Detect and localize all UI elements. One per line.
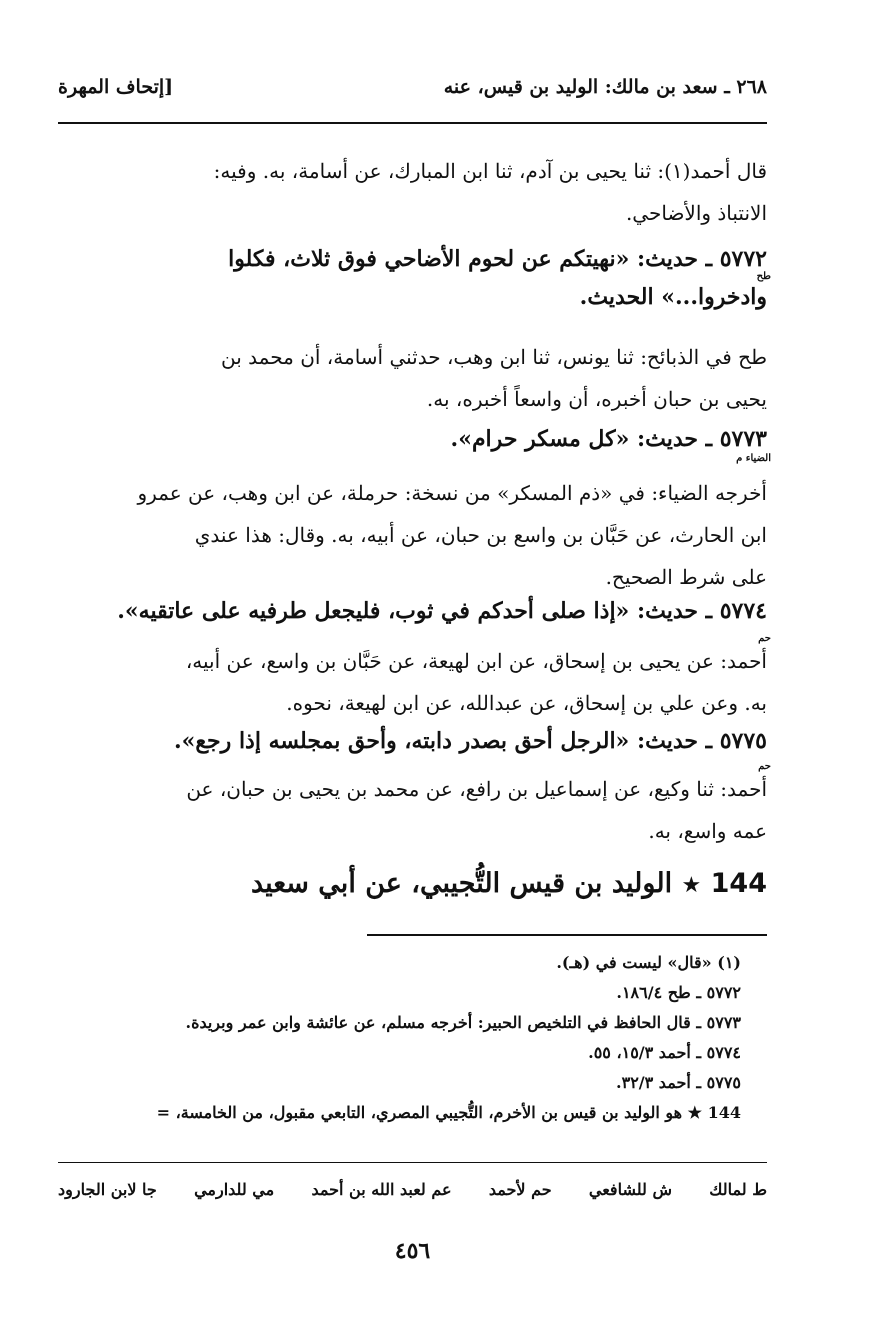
section-heading xyxy=(251,868,767,899)
book-title: [إتحاف المهرة xyxy=(58,76,174,98)
abbreviation: حم لأحمد xyxy=(488,1180,552,1199)
text-line: قال أحمد(١): ثنا يحيى بن آدم، ثنا ابن المبارك، عن أسامة، به. وفيه: xyxy=(213,159,767,183)
abbreviation: عم لعبد الله بن أحمد xyxy=(311,1180,452,1199)
footnotes xyxy=(32,948,741,1128)
source-mark: الضياء م xyxy=(736,453,771,464)
hadith-5775-source xyxy=(58,768,767,852)
footnote: ٥٧٧٣ ـ قال الحافظ في التلخيص الحبير: أخرجه مسلم، عن عائشة وابن عمر وبريدة. xyxy=(185,1013,741,1032)
footnote: ٥٧٧٤ ـ أحمد ١٥/٣، ٥٥. xyxy=(588,1043,741,1062)
footnote: ٥٧٧٢ ـ طح ١٨٦/٤. xyxy=(616,983,741,1002)
source-mark: حم xyxy=(758,761,771,772)
page-number: ٤٥٦ xyxy=(394,1238,431,1264)
intro-paragraph xyxy=(58,150,767,234)
abbreviation: جا لابن الجارود xyxy=(58,1180,157,1199)
text-line: ابن الحارث، عن حَبَّان بن واسع بن حبان، عن أبيه، به. وقال: هذا عندي xyxy=(194,523,767,547)
abbreviations-rule xyxy=(58,1162,767,1163)
text-line: الانتباذ والأضاحي. xyxy=(625,201,767,225)
hadith-heading: ٥٧٧٤ ـ حديث: «إذا صلى أحدكم في ثوب، فليجعل طرفيه على عاتقيه». xyxy=(117,598,767,624)
hadith-heading: ٥٧٧٣ ـ حديث: «كل مسكر حرام». xyxy=(450,426,767,452)
hadith-5773 xyxy=(58,418,767,460)
running-title: ٢٦٨ ـ سعد بن مالك: الوليد بن قيس، عنه xyxy=(443,76,767,98)
abbreviation: مي للدارمي xyxy=(194,1180,275,1199)
hadith-5774 xyxy=(58,590,767,632)
hadith-5774-source xyxy=(58,640,767,724)
hadith-heading: وادخروا...» الحديث. xyxy=(579,284,767,310)
star-icon: ★ xyxy=(681,873,702,898)
footnote: (١) «قال» ليست في (هـ). xyxy=(556,953,741,972)
hadith-5775 xyxy=(58,720,767,762)
hadith-5773-source xyxy=(58,472,767,598)
header-rule xyxy=(58,122,767,124)
book-page xyxy=(58,0,771,1329)
source-mark: حم xyxy=(758,633,771,644)
section-number: 144 xyxy=(710,868,767,899)
text-line: يحيى بن حبان أخبره، أن واسعاً أخبره، به. xyxy=(426,387,767,411)
abbreviations-legend xyxy=(58,1180,767,1199)
text-line: أحمد: ثنا وكيع، عن إسماعيل بن رافع، عن محمد بن يحيى بن حبان، عن xyxy=(186,777,767,801)
hadith-5772-source xyxy=(58,336,767,420)
hadith-heading: ٥٧٧٥ ـ حديث: «الرجل أحق بصدر دابته، وأحق بمجلسه إذا رجع». xyxy=(173,728,767,754)
footnote-rule xyxy=(367,934,767,936)
text-line: أحمد: عن يحيى بن إسحاق، عن ابن لهيعة، عن حَبَّان بن واسع، عن أبيه، xyxy=(185,649,767,673)
text-line: على شرط الصحيح. xyxy=(605,565,767,589)
footnote: ٥٧٧٥ ـ أحمد ٣٢/٣. xyxy=(616,1073,741,1092)
footnote: 144 ★ هو الوليد بن قيس بن الأخرم، التُّجيبي المصري، التابعي مقبول، من الخامسة، = xyxy=(156,1103,741,1122)
abbreviation: ش للشافعي xyxy=(588,1180,672,1199)
text-line: عمه واسع، به. xyxy=(648,819,767,843)
source-mark: طح xyxy=(756,271,771,282)
hadith-5772 xyxy=(58,238,767,318)
text-line: أخرجه الضياء: في «ذم المسكر» من نسخة: حرملة، عن ابن وهب، عن عمرو xyxy=(137,481,767,505)
section-title: الوليد بن قيس التُّجيبي، عن أبي سعيد xyxy=(250,868,673,899)
hadith-heading: ٥٧٧٢ ـ حديث: «نهيتكم عن لحوم الأضاحي فوق ثلاث، فكلوا xyxy=(228,246,767,272)
page-header xyxy=(58,76,767,108)
text-line: به. وعن علي بن إسحاق، عن عبدالله، عن ابن لهيعة، نحوه. xyxy=(286,691,767,715)
abbreviation: ط لمالك xyxy=(709,1180,767,1199)
text-line: طح في الذبائح: ثنا يونس، ثنا ابن وهب، حدثني أسامة، أن محمد بن xyxy=(221,345,767,369)
